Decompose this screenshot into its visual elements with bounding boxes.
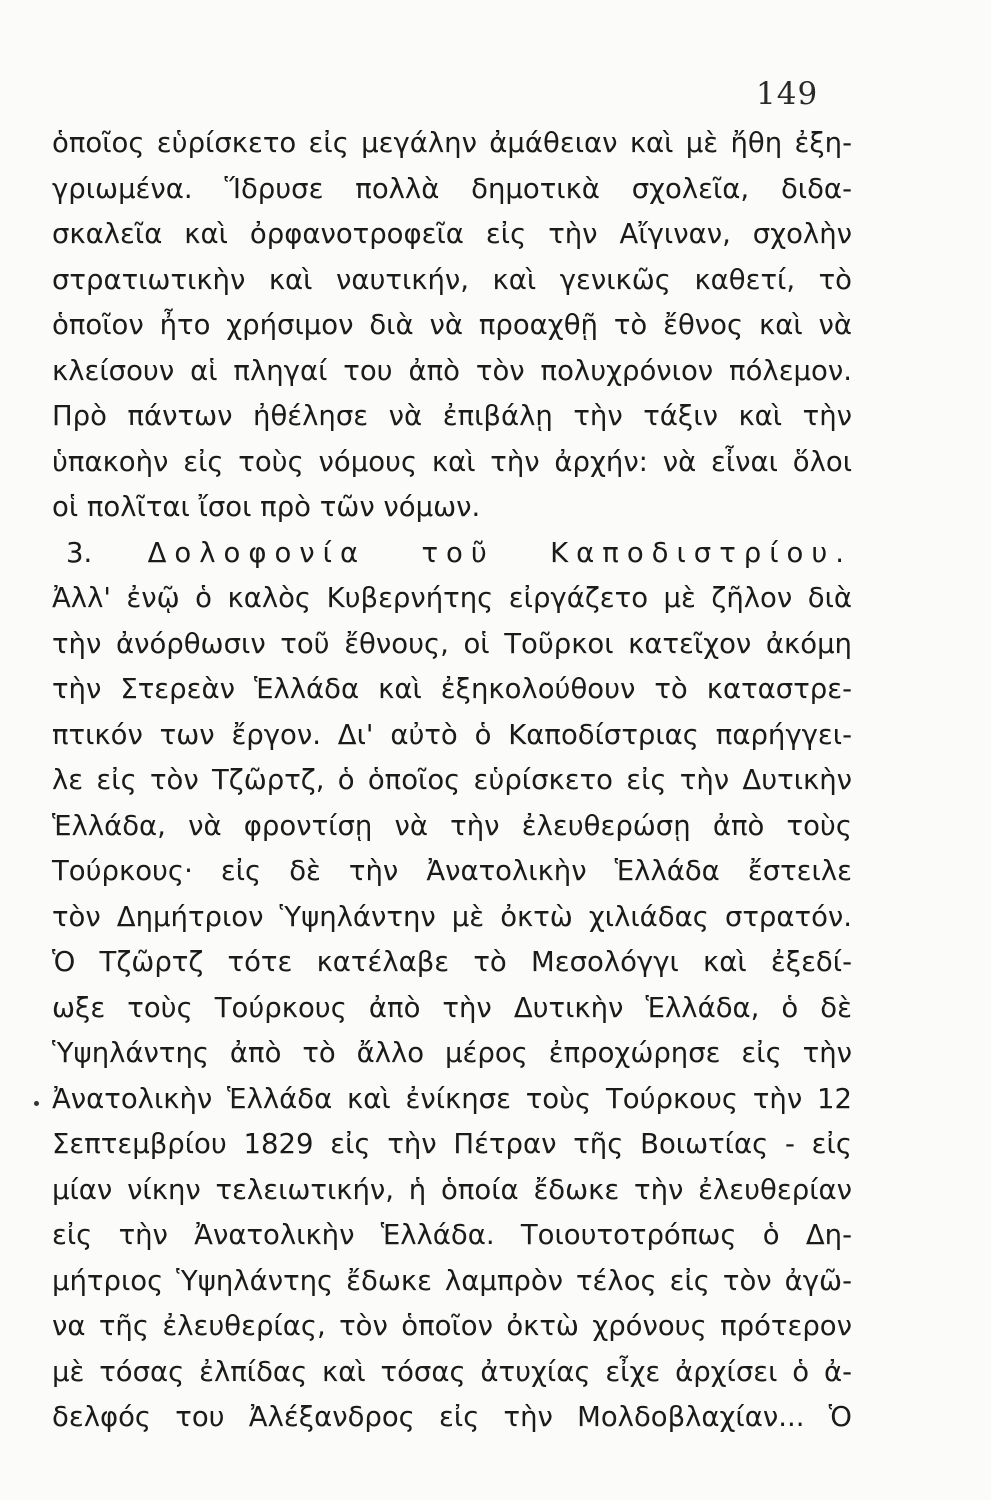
text-line: μὲ τόσας ἐλπίδας καὶ τόσας ἀτυχίας εἶχε ἀρχίσει ὁ ἀ- <box>52 1355 852 1388</box>
text-line: Ἑλλάδα, νὰ φροντίσῃ νὰ τὴν ἐλευθερώσῃ ἀπὸ τοὺς <box>52 809 852 842</box>
text-line: ωξε τοὺς Τούρκους ἀπὸ τὴν Δυτικὴν Ἑλλάδα, ὁ δὲ <box>52 991 852 1024</box>
body-text <box>52 121 852 1441</box>
section-number: 3. <box>66 536 93 569</box>
text-line: γριωμένα. Ἵδρυσε πολλὰ δημοτικὰ σχολεῖα, διδα- <box>52 172 852 205</box>
margin-dot <box>34 1101 39 1106</box>
text-line: Πρὸ πάντων ἠθέλησε νὰ ἐπιβάλῃ τὴν τάξιν καὶ τὴν <box>52 400 852 432</box>
text-line: μίαν νίκην τελειωτικήν, ἡ ὁποία ἔδωκε τὴν ἐλευθερίαν <box>52 1173 852 1206</box>
text-line: κλείσουν αἱ πληγαί του ἀπὸ τὸν πολυχρόνιον πόλεμον. <box>52 354 852 387</box>
text-line: να τῆς ἐλευθερίας, τὸν ὁποῖον ὀκτὼ χρόνους πρότερον <box>52 1310 852 1342</box>
page-number: 149 <box>756 76 819 112</box>
text-line: Ὁ Τζῶρτζ τότε κατέλαβε τὸ Μεσολόγγι καὶ ἐξεδί- <box>52 946 852 978</box>
text-line: Ὑψηλάντης ἀπὸ τὸ ἄλλο μέρος ἐπροχώρησε εἰς τὴν <box>52 1037 852 1069</box>
text-line: τὴν Στερεὰν Ἑλλάδα καὶ ἐξηκολούθουν τὸ καταστρε- <box>52 673 852 705</box>
text-line: πτικόν των ἔργον. Δι' αὐτὸ ὁ Καποδίστριας παρήγγει- <box>52 718 852 751</box>
text-line: Τούρκους· εἰς δὲ τὴν Ἀνατολικὴν Ἑλλάδα ἔστειλε <box>52 855 852 887</box>
section-title: Δολοφονία τοῦ Καποδιστρίου. <box>147 536 852 569</box>
text-line: δελφός του Ἀλέξανδρος εἰς τὴν Μολδοβλαχίαν... Ὁ <box>52 1401 852 1433</box>
text-line: σκαλεῖα καὶ ὀρφανοτροφεῖα εἰς τὴν Αἴγιναν, σχολὴν <box>52 218 852 250</box>
text-line: ὁποῖος εὑρίσκετο εἰς μεγάλην ἀμάθειαν καὶ μὲ ἤθη ἐξη- <box>52 127 852 159</box>
text-line: Ἀλλ' ἐνῷ ὁ καλὸς Κυβερνήτης εἰργάζετο μὲ ζῆλον διὰ <box>52 582 852 614</box>
text-line: οἱ πολῖται ἴσοι πρὸ τῶν νόμων. <box>52 491 481 523</box>
text-line: τὸν Δημήτριον Ὑψηλάντην μὲ ὀκτὼ χιλιάδας στρατόν. <box>52 900 852 933</box>
text-line: εἰς τὴν Ἀνατολικὴν Ἑλλάδα. Τοιουτοτρόπως ὁ Δη- <box>52 1219 852 1251</box>
text-line: μήτριος Ὑψηλάντης ἔδωκε λαμπρὸν τέλος εἰς τὸν ἀγῶ- <box>52 1264 852 1297</box>
section-heading <box>52 531 852 577</box>
text-line: ὑπακοὴν εἰς τοὺς νόμους καὶ τὴν ἀρχήν: νὰ εἶναι ὅλοι <box>52 445 852 478</box>
text-line: τὴν ἀνόρθωσιν τοῦ ἔθνους, οἱ Τοῦρκοι κατεῖχον ἀκόμη <box>52 627 852 660</box>
text-line: ὁποῖον ἦτο χρήσιμον διὰ νὰ προαχθῇ τὸ ἔθνος καὶ νὰ <box>52 309 852 341</box>
text-line: Ἀνατολικὴν Ἑλλάδα καὶ ἐνίκησε τοὺς Τούρκους τὴν 12 <box>52 1082 852 1115</box>
text-line: στρατιωτικὴν καὶ ναυτικήν, καὶ γενικῶς καθετί, τὸ <box>52 263 852 296</box>
text-line: Σεπτεμβρίου 1829 εἰς τὴν Πέτραν τῆς Βοιωτίας - εἰς <box>52 1128 852 1160</box>
text-line: λε εἰς τὸν Τζῶρτζ, ὁ ὁποῖος εὑρίσκετο εἰς τὴν Δυτικὴν <box>52 764 852 796</box>
